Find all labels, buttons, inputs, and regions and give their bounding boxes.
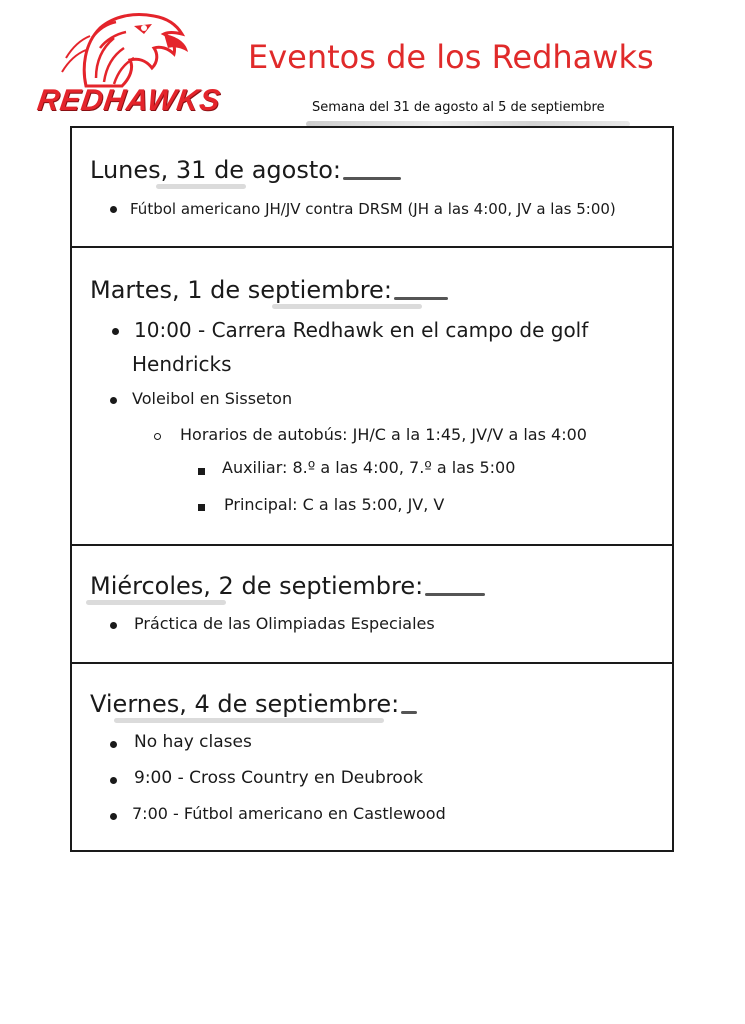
bullet-icon [110,397,117,404]
day-heading: Lunes, 31 de agosto: [90,156,401,184]
list-item: Práctica de las Olimpiadas Especiales [134,614,435,633]
list-item: Auxiliar: 8.º a las 4:00, 7.º a las 5:00 [222,458,516,477]
list-item: 10:00 - Carrera Redhawk en el campo de golf [134,318,589,342]
list-item: Voleibol en Sisseton [132,389,293,408]
list-item: Horarios de autobús: JH/C a la 1:45, JV/V a las 4:00 [180,425,587,444]
sub-sub-bullet-icon [198,468,205,475]
bullet-icon [112,328,119,335]
list-item-continued: Hendricks [132,352,232,376]
logo-wordmark: REDHAWKS [35,84,223,117]
bullet-icon [110,622,117,629]
day-section-monday [72,128,672,246]
list-item: 7:00 - Fútbol americano en Castlewood [132,804,446,823]
redhawk-head-icon [26,8,232,88]
day-section-wednesday [72,544,672,662]
schedule-table [70,126,674,852]
sub-sub-bullet-icon [198,504,205,511]
list-item: Principal: C a las 5:00, JV, V [224,495,445,514]
day-heading: Martes, 1 de septiembre: [90,276,448,304]
bullet-icon [110,777,117,784]
bullet-icon [110,206,117,213]
bullet-icon [110,813,117,820]
redhawks-logo [26,8,232,118]
bullet-icon [110,741,117,748]
list-item: No hay clases [134,732,252,752]
day-section-friday [72,662,672,850]
page-subtitle: Semana del 31 de agosto al 5 de septiembre [312,100,605,115]
page-title: Eventos de los Redhawks [248,38,654,76]
list-item: 9:00 - Cross Country en Deubrook [134,768,424,788]
list-item: Fútbol americano JH/JV contra DRSM (JH a las 4:00, JV a las 5:00) [130,200,616,218]
day-heading: Viernes, 4 de septiembre: [90,690,417,718]
day-heading: Miércoles, 2 de septiembre: [90,572,485,600]
day-section-tuesday [72,246,672,544]
sub-bullet-icon [154,433,161,440]
